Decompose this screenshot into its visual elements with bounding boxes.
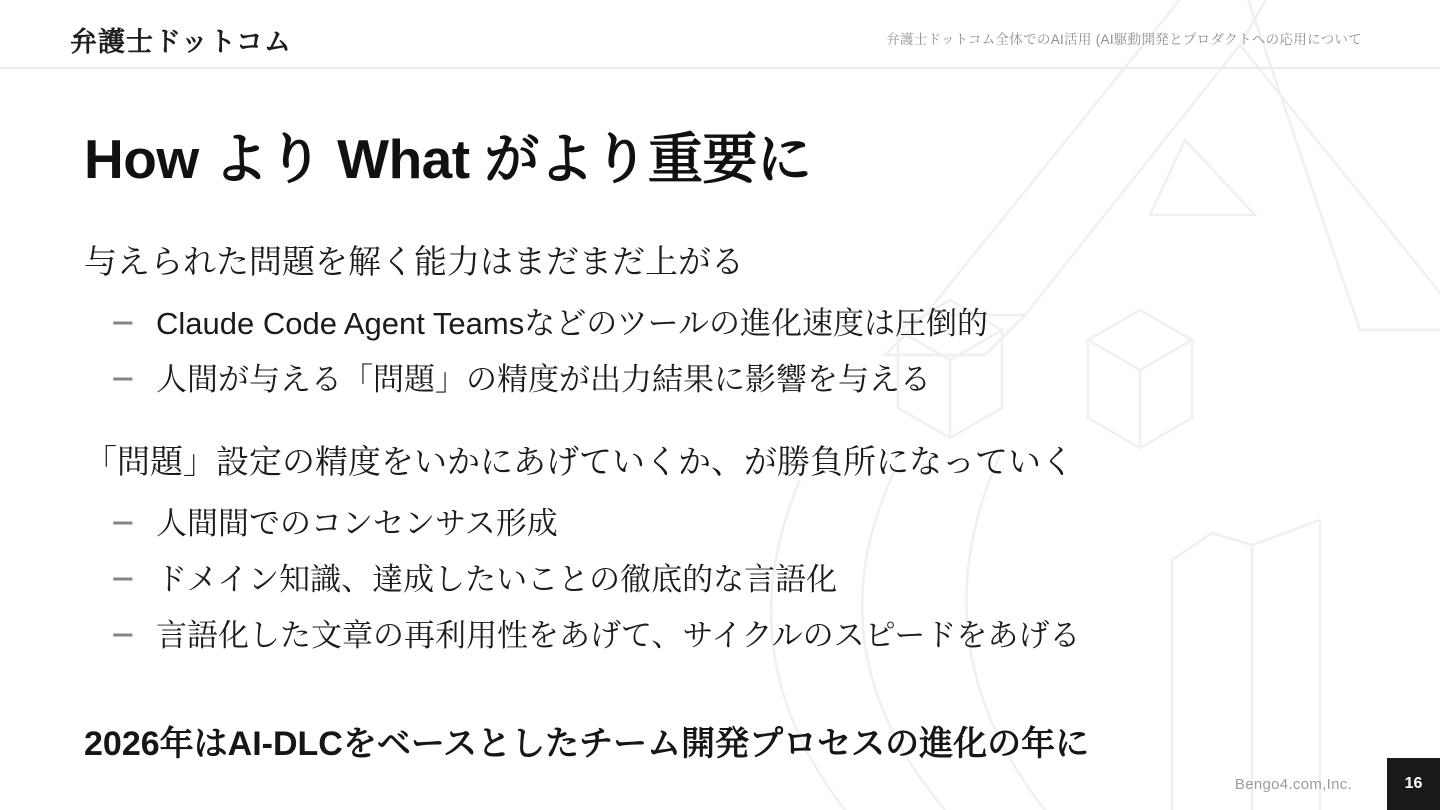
presentation-subtitle: 弁護士ドットコム全体でのAI活用 (AI駆動開発とプロダクトへの応用について [886,32,1362,47]
bullet-text: ドメイン知識、達成したいことの徹底的な言語化 [156,562,838,597]
dash-bullet-icon: – [112,558,134,594]
bullet-item [112,298,988,343]
dash-bullet-icon: – [112,614,134,650]
bullet-item [112,554,837,599]
bullet-text: 言語化した文章の再利用性をあげて、サイクルのスピードをあげる [156,618,1081,653]
slide-header [0,0,1440,69]
bullet-item [112,498,558,543]
bullet-item [112,610,1080,655]
dash-bullet-icon: – [112,502,134,538]
page-number: 16 [1404,775,1423,792]
bullet-text: 人間間でのコンセンサス形成 [156,506,558,541]
dash-bullet-icon: – [112,302,134,338]
bullet-text: 人間が与える「問題」の精度が出力結果に影響を与える [156,362,931,397]
slide-title: How より What がより重要に [84,128,812,190]
company-logo: 弁護士ドットコム [70,27,292,57]
bullet-text: Claude Code Agent Teamsなどのツールの進化速度は圧倒的 [156,306,988,341]
section-1-heading: 与えられた問題を解く能力はまだまだ上がる [84,243,744,280]
company-name: Bengo4.com,Inc. [1234,776,1352,793]
bullet-item [112,354,931,399]
dash-bullet-icon: – [112,358,134,394]
page-number-badge [1387,758,1440,810]
section-2-heading: 「問題」設定の精度をいかにあげていくか、が勝負所になっていく [84,443,1074,480]
closing-statement: 2026年はAI-DLCをベースとしたチーム開発プロセスの進化の年に [84,725,1090,763]
